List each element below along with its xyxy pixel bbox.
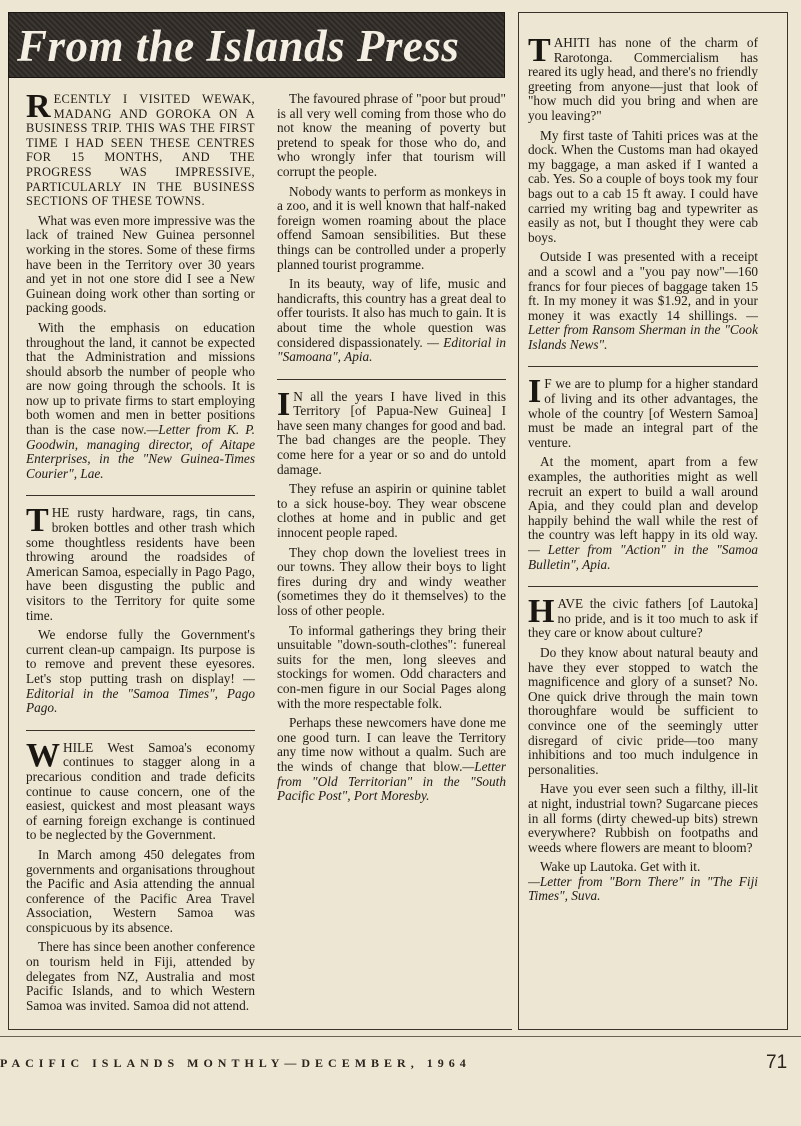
dropcap: I xyxy=(277,385,291,423)
article-paragraph: In its beauty, way of life, music and handicrafts, this country has a great deal to offer tourists. It also has much to gain. It is about time the whole question was considered dispassionately. xyxy=(277,276,506,350)
dropcap: I xyxy=(528,373,542,411)
article-paragraph: There has since been another conference on tourism held in Fiji, attended by delegates from NZ, Australia and most Pacific Islands, and to which Western Samoa was invited. Samoa did not attend. xyxy=(26,939,255,1013)
page-title: From the Islands Press xyxy=(17,21,460,71)
article-paragraph: We endorse fully the Government's current clean-up campaign. Its purpose is to remove and prevent these eyesores. Let's stop putting trash on display! xyxy=(26,627,255,686)
article-paragraph: Wake up Lautoka. Get with it. xyxy=(540,859,701,875)
article-source: — Letter from Ransom Sherman in the "Cook Islands News". xyxy=(528,307,758,352)
article-source: —Letter from K. P. Goodwin, managing director, of Aitape Enterprises, in the "New Guinea-Times Courier", Lae. xyxy=(26,422,255,481)
article-lead: HE rusty hardware, rags, tin cans, broken bottles and other trash which some thoughtless residents have been throwing around the roadsides of American Samoa, especially in Pago Pago, have been disgusting the public and visitors to the Territory for quite some time. xyxy=(26,505,255,623)
article-lead: AVE the civic fathers [of Lautoka] no pride, and is it too much to ask if they care or know about culture? xyxy=(528,596,758,641)
article-paragraph: In March among 450 delegates from governments and organisations throughout the Pacific and Asia attending the annual conference of the Pacific Area Travel Association, Western Samoa was conspicuous by its absence. xyxy=(26,846,255,935)
masthead-banner xyxy=(8,12,505,78)
article-source: —Letter from "Old Territorian" in the "South Pacific Post", Port Moresby. xyxy=(277,758,506,804)
article-standard-of-living xyxy=(528,366,758,572)
dropcap: H xyxy=(528,593,555,631)
column-3 xyxy=(528,36,758,1026)
article-west-samoa-cont xyxy=(277,92,506,365)
article-paragraph: Have you ever seen such a filthy, ill-lit at night, industrial town? Sugarcane pieces in all forms (dirty chewed-up bits) strewn everywhere? Rubbish on footpaths and weeds where flowers are meant to bloom? xyxy=(528,781,758,855)
article-lead: N all the years I have lived in this Territory [of Papua-New Guinea] I have seen many changes for good and bad. The bad changes are the people. They come here for a year or so and do untold damage. xyxy=(277,388,506,477)
article-tahiti xyxy=(528,36,758,352)
article-west-samoa xyxy=(26,730,255,1014)
article-paragraph: With the emphasis on education throughout the land, it cannot be expected that the Administration and missions should absorb the number of people who are now going through the schools. It is now up to private firms to start employing both women and men in better positions than is the case now. xyxy=(26,319,255,438)
article-paragraph: Nobody wants to perform as monkeys in a zoo, and it is well known that half-naked foreign women roaming about the place offend Samoan sensibilities. But these things can be controlled under a properly planned tourist programme. xyxy=(277,183,506,272)
dropcap: W xyxy=(26,736,60,774)
article-source: —Letter from "Born There" in "The Fiji Times", Suva. xyxy=(528,873,758,904)
article-paragraph: The favoured phrase of "poor but proud" is all very well coming from those who do not know the meaning of poverty but pretend to speak for those who do, and who wrongly infer that tourism will corrupt the people. xyxy=(277,92,506,179)
article-paragraph: They chop down the loveliest trees in our towns. They allow their boys to light fires during dry and windy weather (sometimes they do it themselves) to the loss of other people. xyxy=(277,544,506,618)
article-lead: F we are to plump for a higher standard of living and its other advantages, the whole of the country [of Western Samoa] must be made an integral part of the venture. xyxy=(528,376,758,450)
article-paragraph: Do they know about natural beauty and have they ever stopped to watch the magnificence and glory of a sunset? No. One quick drive through the main town thoroughfare would be sufficient to convince one of the seemingly utter disregard of civic pride—too many inhibitions and too much indulgence in personalities. xyxy=(528,644,758,777)
article-paragraph: What was even more impressive was the lack of trained New Guinea personnel working in the stores. Some of these firms have been in the Territory over 30 years and yet in not one store did I see a New Guinean doing work other than sorting or packing goods. xyxy=(26,212,255,316)
article-paragraph: Outside I was presented with a receipt and a scowl and a "you pay now"—160 francs for four pieces of baggage taken 15 ft. In my money it was $1.92, and in your money it was exactly 14 shillings. xyxy=(528,249,758,323)
article-wewak xyxy=(26,92,255,481)
article-paragraph: My first taste of Tahiti prices was at the dock. When the Customs man had okayed my baggage, a man asked if I wanted a cab. Yes. So a couple of boys took my four bags out to a cab 15 ft away. I could have carried my writing bag and typewriter as easily as not, but I thought they were cab boys. xyxy=(528,127,758,245)
article-lautoka xyxy=(528,586,758,904)
footer-rule xyxy=(0,1036,801,1037)
article-source: — Letter from "Action" in the "Samoa Bulletin", Apia. xyxy=(528,542,758,572)
article-paragraph: Perhaps these newcomers have done me one good turn. I can leave the Territory any time now without a qualm. Such are the winds of change that blow. xyxy=(277,715,506,774)
page-footer xyxy=(0,1050,801,1080)
article-source: — Editorial in the "Samoa Times", Pago Pago. xyxy=(26,670,255,716)
page-number: 71 xyxy=(766,1052,788,1073)
article-paragraph: To informal gatherings they bring their unsuitable "down-south-clothes": funereal suits for the men, long sleeves and stockings for women. Odd characters and con-men figure in our Social Pages along with the more respectable folk. xyxy=(277,622,506,711)
dropcap: T xyxy=(528,36,551,69)
dropcap: T xyxy=(26,502,49,540)
article-lead: HILE West Samoa's economy continues to stagger along in a precarious condition and trade deficits continue to cause concern, one of the easiest, quickest and most pleasant ways of earning foreign exchange is continued to be neglected by the Government. xyxy=(26,739,255,843)
article-paragraph: At the moment, apart from a few examples, the authorities might as well recruit an expert to build a wall around Apia, and they could plan and develop happily behind the wall while the rest of the country was left happy in its old way. xyxy=(528,454,758,543)
publication-line: PACIFIC ISLANDS MONTHLY—DECEMBER, 1964 xyxy=(0,1056,471,1070)
article-lead: ECENTLY I VISITED WEWAK, MADANG AND GOROKA ON A BUSINESS TRIP. THIS WAS THE FIRST TIME I HAD SEEN THESE CENTRES FOR 15 MONTHS, AND THE PROGRESS WAS IMPRESSIVE, PARTICULARLY IN THE BUSINESS SECTIONS OF THESE TOWNS. xyxy=(26,92,255,209)
article-pago-pago xyxy=(26,495,255,715)
dropcap: R xyxy=(26,92,51,125)
article-paragraph: They refuse an aspirin or quinine tablet to a sick house-boy. They wear obscene clothes at home and in public and get innocent people raped. xyxy=(277,481,506,541)
article-source: — Editorial in "Samoana", Apia. xyxy=(277,334,506,365)
column-1 xyxy=(26,92,255,1022)
column-2 xyxy=(277,92,506,1022)
article-territory xyxy=(277,379,506,804)
article-lead: AHITI has none of the charm of Rarotonga. Commercialism has reared its ugly head, and there's no friendly greeting from anyone—just that look of "how much did you bring and when are you leaving?" xyxy=(528,36,758,123)
